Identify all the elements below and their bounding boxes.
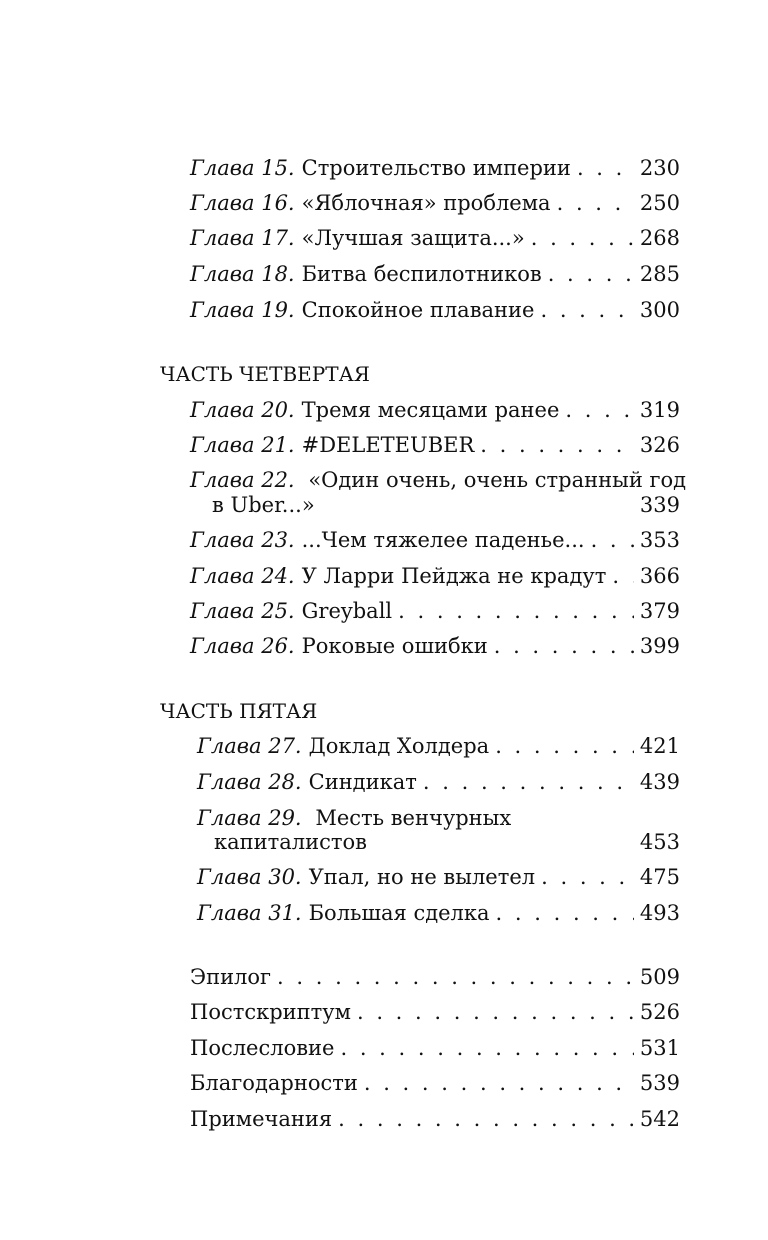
page-number: 509 — [639, 965, 680, 989]
toc-entry-ch19 — [190, 295, 680, 325]
dot-leader — [577, 153, 634, 183]
toc-entry-ch17 — [190, 223, 680, 253]
dot-leader — [496, 898, 634, 928]
dot-leader — [565, 395, 634, 425]
chapter-title: Синдикат — [308, 770, 417, 794]
page-number: 453 — [639, 830, 680, 854]
dot-leader — [612, 561, 634, 591]
entry-title: Примечания — [190, 1107, 333, 1131]
entry-title: Благодарности — [190, 1071, 358, 1095]
dot-leader — [277, 962, 634, 992]
chapter-label: Глава 16. — [190, 191, 295, 215]
page-number: 326 — [639, 433, 680, 457]
chapter-title: Тремя месяцами ранее — [301, 398, 560, 422]
dot-leader — [357, 997, 634, 1027]
chapter-title: У Ларри Пейджа не крадут — [301, 564, 607, 588]
page-number: 399 — [639, 634, 680, 658]
chapter-label: Глава 17. — [190, 226, 295, 250]
chapter-title: «Яблочная» проблема — [301, 191, 551, 215]
page-number: 526 — [639, 1000, 680, 1024]
chapter-label: Глава 24. — [190, 564, 295, 588]
page-number: 379 — [639, 599, 680, 623]
chapter-title-line1: «Один очень, очень странный год — [308, 468, 687, 492]
page-number: 353 — [639, 528, 680, 552]
part-five-heading: ЧАСТЬ ПЯТАЯ — [160, 699, 318, 723]
dot-leader — [557, 188, 634, 218]
toc-entry-epilogue — [190, 962, 680, 992]
chapter-label: Глава 30. — [197, 865, 302, 889]
chapter-title: Большая сделка — [308, 901, 490, 925]
chapter-title: «Лучшая защита...» — [301, 226, 525, 250]
chapter-label: Глава 26. — [190, 634, 295, 658]
chapter-label: Глава 18. — [190, 262, 295, 286]
entry-title: Эпилог — [190, 965, 272, 989]
dot-leader — [480, 430, 634, 460]
chapter-title-line2: капиталистов — [214, 830, 367, 854]
toc-entry-notes — [190, 1104, 680, 1134]
page-number: 539 — [639, 1071, 680, 1095]
toc-entry-ch27 — [197, 731, 680, 761]
page-number: 268 — [639, 226, 680, 250]
toc-entry-ch24 — [190, 561, 680, 591]
toc-entry-ch26 — [190, 631, 680, 661]
toc-entry-ch30 — [197, 862, 680, 892]
page-number: 542 — [639, 1107, 680, 1131]
chapter-title: Упал, но не вылетел — [308, 865, 536, 889]
page-number: 250 — [639, 191, 680, 215]
dot-leader — [340, 1033, 633, 1063]
dot-leader — [423, 767, 634, 797]
chapter-title-line2: в Uber...» — [212, 493, 315, 517]
part-four-heading: ЧАСТЬ ЧЕТВЕРТАЯ — [160, 362, 370, 386]
toc-entry-ch22-line2 — [212, 490, 680, 520]
page-number: 421 — [639, 734, 680, 758]
dot-leader — [531, 223, 634, 253]
page-number: 230 — [639, 156, 680, 180]
dot-leader — [495, 731, 634, 761]
chapter-label: Глава 29. — [197, 806, 302, 830]
chapter-label: Глава 31. — [197, 901, 302, 925]
chapter-title-line1: Месть венчурных — [315, 806, 512, 830]
toc-entry-acknowledgements — [190, 1068, 680, 1098]
chapter-label: Глава 21. — [190, 433, 295, 457]
toc-entry-ch25 — [190, 596, 680, 626]
page-number: 493 — [639, 901, 680, 925]
page-number: 366 — [639, 564, 680, 588]
dot-leader — [364, 1068, 634, 1098]
page-number: 439 — [639, 770, 680, 794]
chapter-label: Глава 15. — [190, 156, 295, 180]
toc-entry-postscript — [190, 997, 680, 1027]
dot-leader — [398, 596, 634, 626]
chapter-label: Глава 27. — [197, 734, 302, 758]
dot-leader — [541, 862, 634, 892]
dot-leader — [494, 631, 634, 661]
dot-leader — [540, 295, 633, 325]
chapter-title: Спокойное плавание — [301, 298, 535, 322]
chapter-title: Битва беспилотников — [301, 262, 542, 286]
toc-entry-ch21 — [190, 430, 680, 460]
chapter-label: Глава 25. — [190, 599, 295, 623]
entry-title: Послесловие — [190, 1036, 335, 1060]
chapter-title: Доклад Холдера — [308, 734, 490, 758]
toc-entry-ch20 — [190, 395, 680, 425]
page-number: 339 — [639, 493, 680, 517]
chapter-title: Роковые ошибки — [301, 634, 488, 658]
toc-entry-ch15 — [190, 153, 680, 183]
page-number: 285 — [639, 262, 680, 286]
chapter-title: ...Чем тяжелее паденье... — [301, 528, 585, 552]
chapter-label: Глава 19. — [190, 298, 295, 322]
toc-entry-afterword — [190, 1033, 680, 1063]
dot-leader — [591, 525, 634, 555]
chapter-label: Глава 20. — [190, 398, 295, 422]
chapter-title: #DELETEUBER — [301, 433, 475, 457]
chapter-title: Строительство империи — [301, 156, 571, 180]
page-number: 319 — [639, 398, 680, 422]
toc-entry-ch29-line2 — [214, 827, 680, 857]
toc-entry-ch23 — [190, 525, 680, 555]
toc-entry-ch31 — [197, 898, 680, 928]
toc-entry-ch28 — [197, 767, 680, 797]
page-number: 531 — [639, 1036, 680, 1060]
page-number: 475 — [639, 865, 680, 889]
chapter-label: Глава 22. — [190, 468, 295, 492]
chapter-label: Глава 23. — [190, 528, 295, 552]
page-number: 300 — [639, 298, 680, 322]
toc-entry-ch18 — [190, 259, 680, 289]
chapter-label: Глава 28. — [197, 770, 302, 794]
chapter-title: Greyball — [301, 599, 393, 623]
entry-title: Постскриптум — [190, 1000, 351, 1024]
dot-leader — [548, 259, 634, 289]
dot-leader — [338, 1104, 634, 1134]
toc-entry-ch16 — [190, 188, 680, 218]
